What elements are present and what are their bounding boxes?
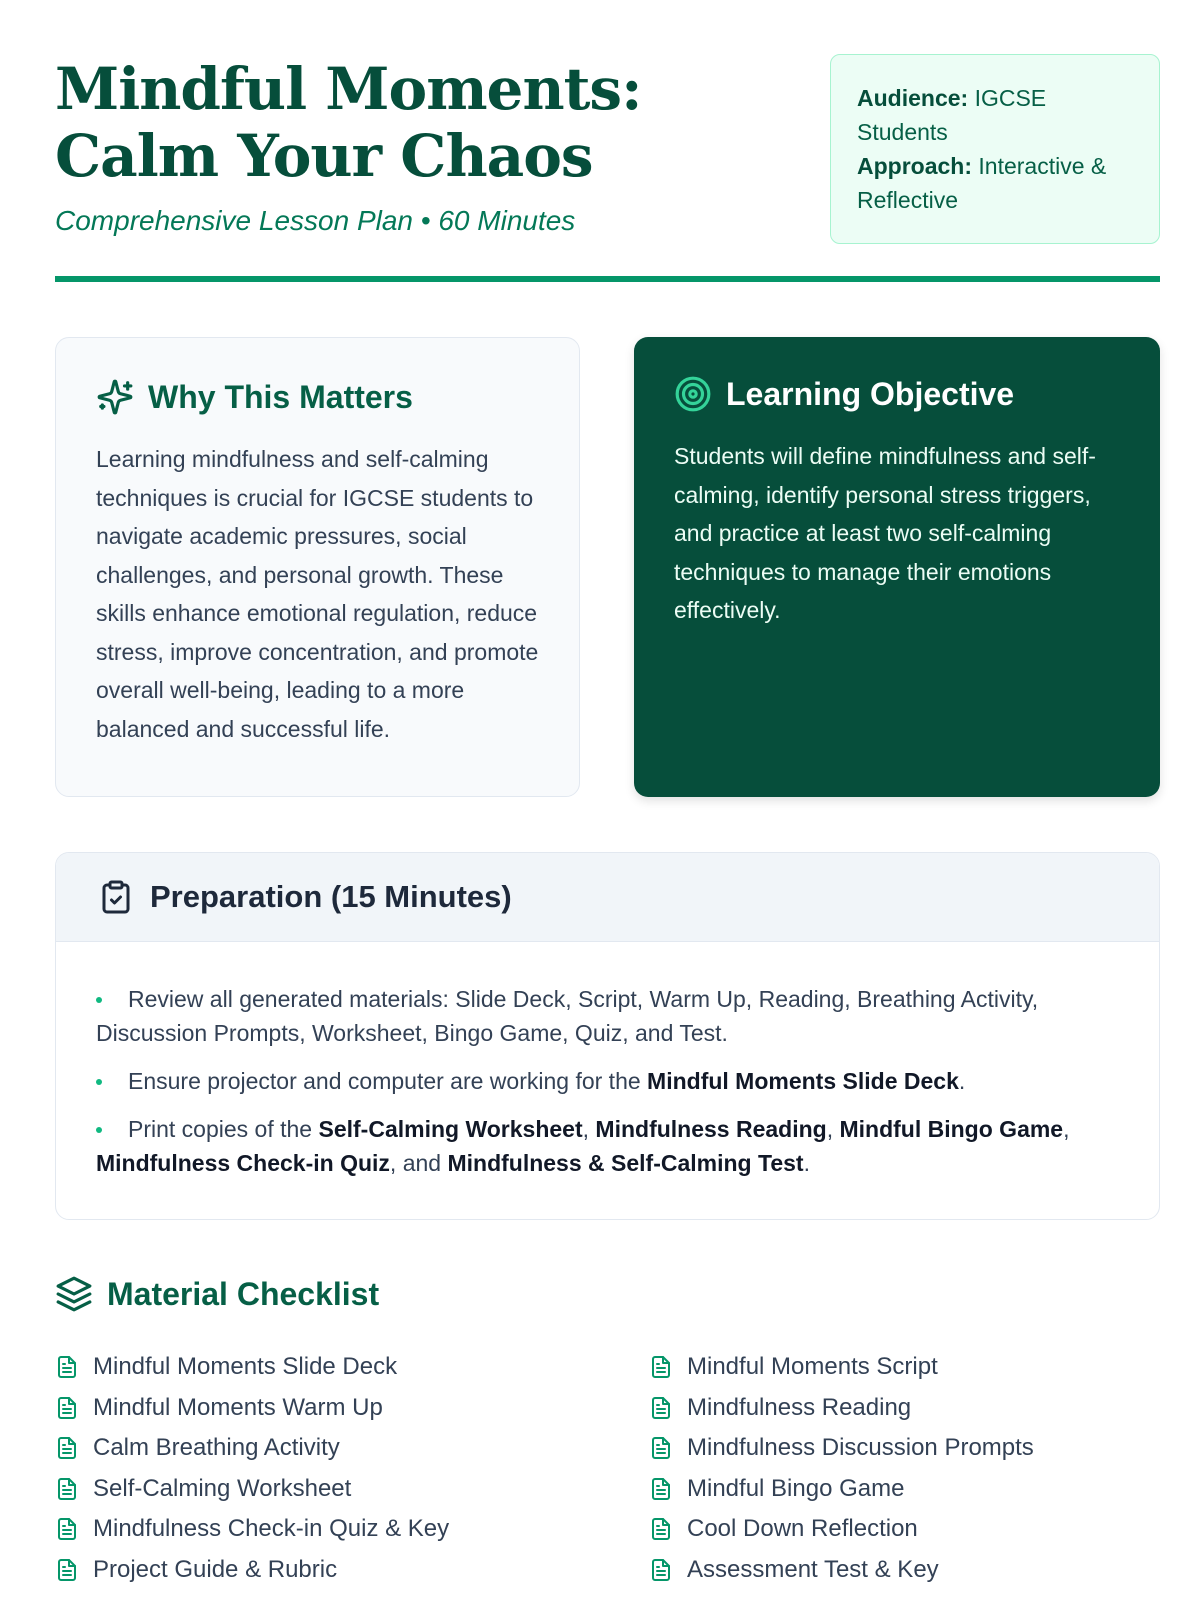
list-item [649,1550,1160,1591]
approach-line [857,149,1133,217]
approach-value: Interactive & Reflective [857,153,1107,213]
document-icon [649,1354,673,1380]
layers-icon [55,1275,93,1313]
meta-box [830,54,1160,244]
list-item [55,1509,649,1550]
list-item [55,1388,649,1429]
list-item [96,982,1119,1050]
clipboard-check-icon [98,879,134,915]
page-subtitle: Comprehensive Lesson Plan • 60 Minutes [55,205,576,236]
approach-label: Approach: [857,153,972,179]
document-icon [55,1354,79,1380]
objective-body: Students will define mindfulness and self-calming, identify personal stress triggers, and practice at least two self-calming techniques to manage their emotions effectively. [674,443,1096,623]
checklist-item-label: Calm Breathing Activity [93,1434,340,1462]
header [55,52,1160,284]
prep-item-3-sep-1: , [582,1116,596,1142]
checklist-item-label: Mindfulness Check-in Quiz & Key [93,1515,450,1543]
list-item [96,1112,1119,1180]
target-icon [674,375,712,413]
checklist-item-label: Self-Calming Worksheet [93,1474,352,1502]
audience-label: Audience: [857,85,969,111]
header-divider [55,276,1160,282]
preparation-section [55,852,1160,1220]
checklist-title-text: Material Checklist [107,1275,380,1312]
list-item [55,1347,649,1388]
page-title: Mindful Moments: Calm Your Chaos [55,55,642,190]
prep-item-2-bold: Mindful Moments Slide Deck [647,1068,959,1094]
checklist-title [55,1275,379,1313]
document-icon [649,1395,673,1421]
prep-item-2-pre: Ensure projector and computer are working for the [128,1068,648,1094]
list-item [649,1347,1160,1388]
preparation-header [56,853,1159,942]
prep-item-2-post: . [958,1068,966,1094]
prep-item-1-text: Review all generated materials: Slide Deck, Script, Warm Up, Reading, Breathing Activity, Discussion Prompts, Worksheet, Bingo Game, Quiz, and Test. [96,986,1039,1046]
sparkles-icon [96,378,134,416]
preparation-title: Preparation (15 Minutes) [150,879,512,914]
prep-item-3-bold-2: Mindfulness Reading [595,1116,827,1142]
why-card-title [96,378,539,416]
checklist-item-label: Assessment Test & Key [687,1555,939,1583]
list-item [55,1469,649,1510]
checklist-item-label: Project Guide & Rubric [93,1555,338,1583]
prep-item-3-bold-5: Mindfulness & Self-Calming Test [447,1150,804,1176]
objective-card [634,337,1160,797]
material-checklist [55,1347,1160,1590]
document-icon [649,1476,673,1502]
checklist-item-label: Mindful Bingo Game [687,1474,905,1502]
document-icon [55,1435,79,1461]
list-item [649,1388,1160,1429]
checklist-item-label: Mindful Moments Script [687,1353,938,1381]
document-icon [55,1476,79,1502]
preparation-list [56,942,1159,1180]
document-icon [55,1557,79,1583]
why-title-text: Why This Matters [148,378,413,415]
objective-title-text: Learning Objective [726,375,1015,412]
prep-item-3-post: . [803,1150,810,1176]
prep-item-3-sep-2: , [826,1116,840,1142]
document-icon [649,1435,673,1461]
checklist-item-label: Mindfulness Discussion Prompts [687,1434,1034,1462]
prep-item-3-bold-3: Mindful Bingo Game [839,1116,1064,1142]
list-item [649,1428,1160,1469]
checklist-item-label: Cool Down Reflection [687,1515,918,1543]
why-body: Learning mindfulness and self-calming techniques is crucial for IGCSE students to navigate academic pressures, social challenges, and personal growth. These skills enhance emotional regulation, reduce stress, improve concentration, and promote overall well-being, leading to a more balanced and successful life. [96,446,539,742]
checklist-item-label: Mindful Moments Slide Deck [93,1353,398,1381]
checklist-item-label: Mindfulness Reading [687,1393,912,1421]
list-item [649,1509,1160,1550]
checklist-item-label: Mindful Moments Warm Up [93,1393,383,1421]
objective-card-title [674,375,1120,413]
why-card [55,337,580,797]
prep-item-3-pre: Print copies of the [128,1116,319,1142]
document-icon [649,1516,673,1542]
prep-item-3-sep-4: , and [389,1150,448,1176]
prep-item-3-bold-4: Mindfulness Check-in Quiz [96,1150,390,1176]
document-icon [55,1516,79,1542]
document-icon [649,1557,673,1583]
list-item [55,1428,649,1469]
list-item [55,1550,649,1591]
audience-line [857,81,1133,149]
document-icon [55,1395,79,1421]
list-item [96,1064,1119,1098]
list-item [649,1469,1160,1510]
audience-value: IGCSE Students [857,85,1047,145]
prep-item-3-bold-1: Self-Calming Worksheet [318,1116,583,1142]
prep-item-3-sep-3: , [1063,1116,1070,1142]
